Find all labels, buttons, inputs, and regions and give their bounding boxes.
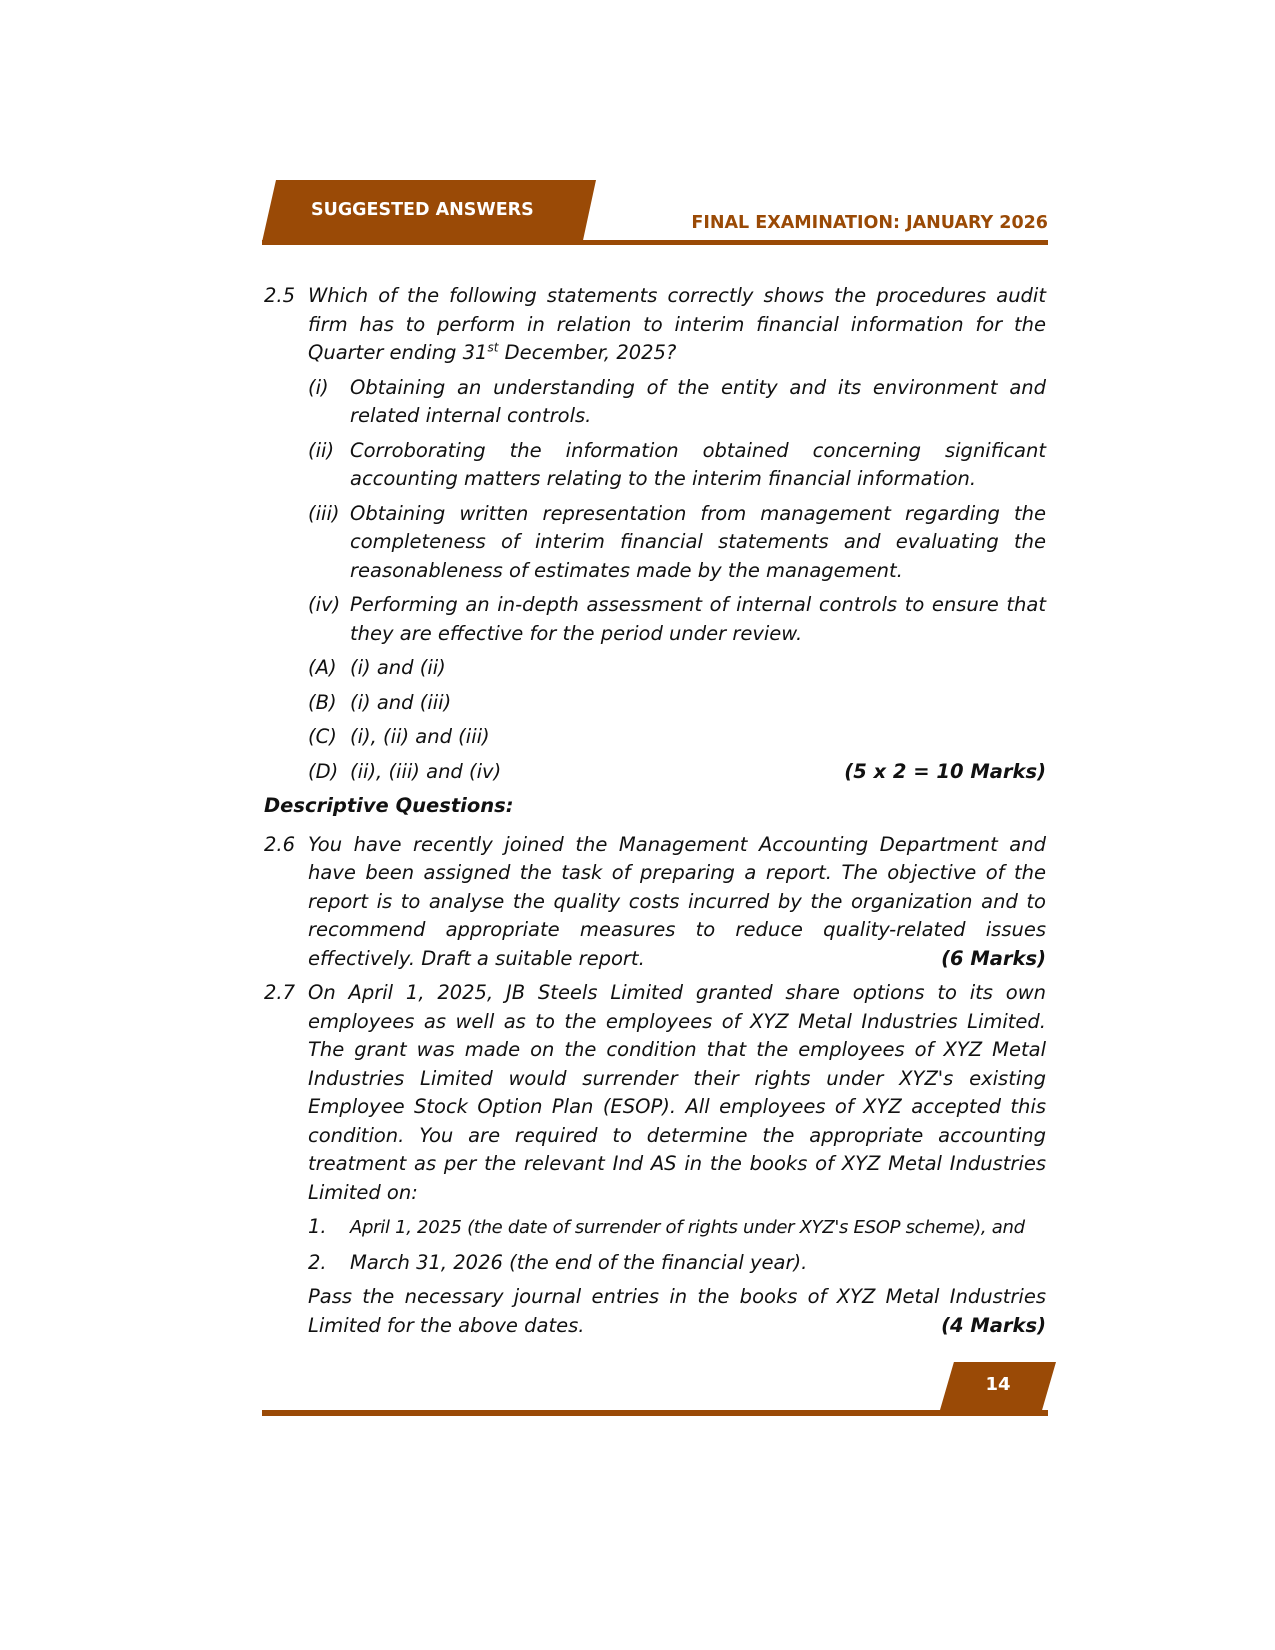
date-label: 2.	[308, 1250, 327, 1274]
question-number: 2.7	[264, 981, 296, 1004]
date-text: April 1, 2025 (the date of surrender of rights under XYZ's ESOP scheme), and	[350, 1217, 1025, 1238]
option-text: (i) and (ii)	[350, 656, 446, 679]
question-2-7	[264, 979, 1046, 1207]
footer-rule	[262, 1410, 1048, 1416]
statement-item	[264, 374, 1046, 431]
page-number: 14	[985, 1374, 1011, 1395]
option-text: (i) and (iii)	[350, 690, 452, 714]
header-rule	[262, 240, 1048, 245]
answer-option-a	[264, 654, 1046, 683]
answer-option-c	[264, 723, 1046, 752]
question-text: Which of the following statements correctly shows the procedures audit firm has to perform in relation to interim financial information for the Quarter ending 31st December, 2025?	[308, 284, 1046, 364]
marks-label: (6 Marks)	[941, 946, 1046, 970]
option-text: (i), (ii) and (iii)	[350, 725, 490, 748]
closing-text: Pass the necessary journal entries in the books of XYZ Metal Industries Limited for the above dates.	[308, 1285, 1046, 1337]
question-text: On April 1, 2025, JB Steels Limited granted share options to its own employees as well as to the employees of XYZ Metal Industries Limited. The grant was made on the condition that the employees of XYZ Metal Industries Limited would surrender their rights under XYZ's existing Employee Stock Option Plan (ESOP). All employees of XYZ accepted this condition. You are required to determine the appropriate accounting treatment as per the relevant Ind AS in the books of XYZ Metal Industries Limited on:	[308, 981, 1046, 1204]
question-2-7-closing	[264, 1283, 1046, 1340]
statement-label: (ii)	[308, 438, 335, 462]
statement-label: (i)	[308, 375, 329, 399]
question-text: You have recently joined the Management Accounting Department and have been assigned the task of preparing a report. The objective of the report is to analyse the quality costs incurred by the organization and to recommend appropriate measures to reduce quality-related issues effectively. Draft a suitable report.	[308, 832, 1046, 970]
question-2-6	[264, 831, 1046, 974]
answer-option-d	[264, 758, 1046, 787]
option-text: (ii), (iii) and (iv)	[350, 759, 502, 783]
statement-item	[264, 591, 1046, 648]
statement-text: Corroborating the information obtained concerning significant accounting matters relating to the interim financial information.	[350, 438, 1046, 490]
statement-text: Obtaining an understanding of the entity and its environment and related internal controls.	[350, 375, 1046, 427]
header-tab-label: SUGGESTED ANSWERS	[311, 200, 534, 220]
question-number: 2.5	[264, 284, 296, 307]
date-item	[264, 1213, 1046, 1243]
statement-text: Performing an in-depth assessment of internal controls to ensure that they are effective for the period under review.	[350, 593, 1046, 645]
statement-text: Obtaining written representation from management regarding the completeness of interim financial statements and evaluating the reasonableness of estimates made by the management.	[350, 501, 1046, 582]
statement-item	[264, 500, 1046, 586]
section-heading: Descriptive Questions:	[264, 794, 514, 817]
page-content	[264, 282, 1046, 1340]
option-label: (D)	[308, 759, 339, 783]
statement-label: (iv)	[308, 593, 341, 616]
marks-label: (5 x 2 = 10 Marks)	[844, 759, 1046, 783]
date-label: 1.	[308, 1215, 327, 1238]
question-2-5	[264, 282, 1046, 368]
exam-title: FINAL EXAMINATION: JANUARY 2026	[691, 213, 1048, 233]
option-label: (B)	[308, 690, 337, 714]
answer-option-b	[264, 689, 1046, 718]
option-label: (C)	[308, 725, 337, 748]
marks-label: (4 Marks)	[941, 1313, 1046, 1337]
date-item	[264, 1249, 1046, 1278]
date-text: March 31, 2026 (the end of the financial year).	[350, 1250, 808, 1274]
statement-label: (iii)	[308, 501, 340, 525]
statement-item	[264, 437, 1046, 494]
option-label: (A)	[308, 656, 337, 679]
question-number: 2.6	[264, 832, 296, 856]
